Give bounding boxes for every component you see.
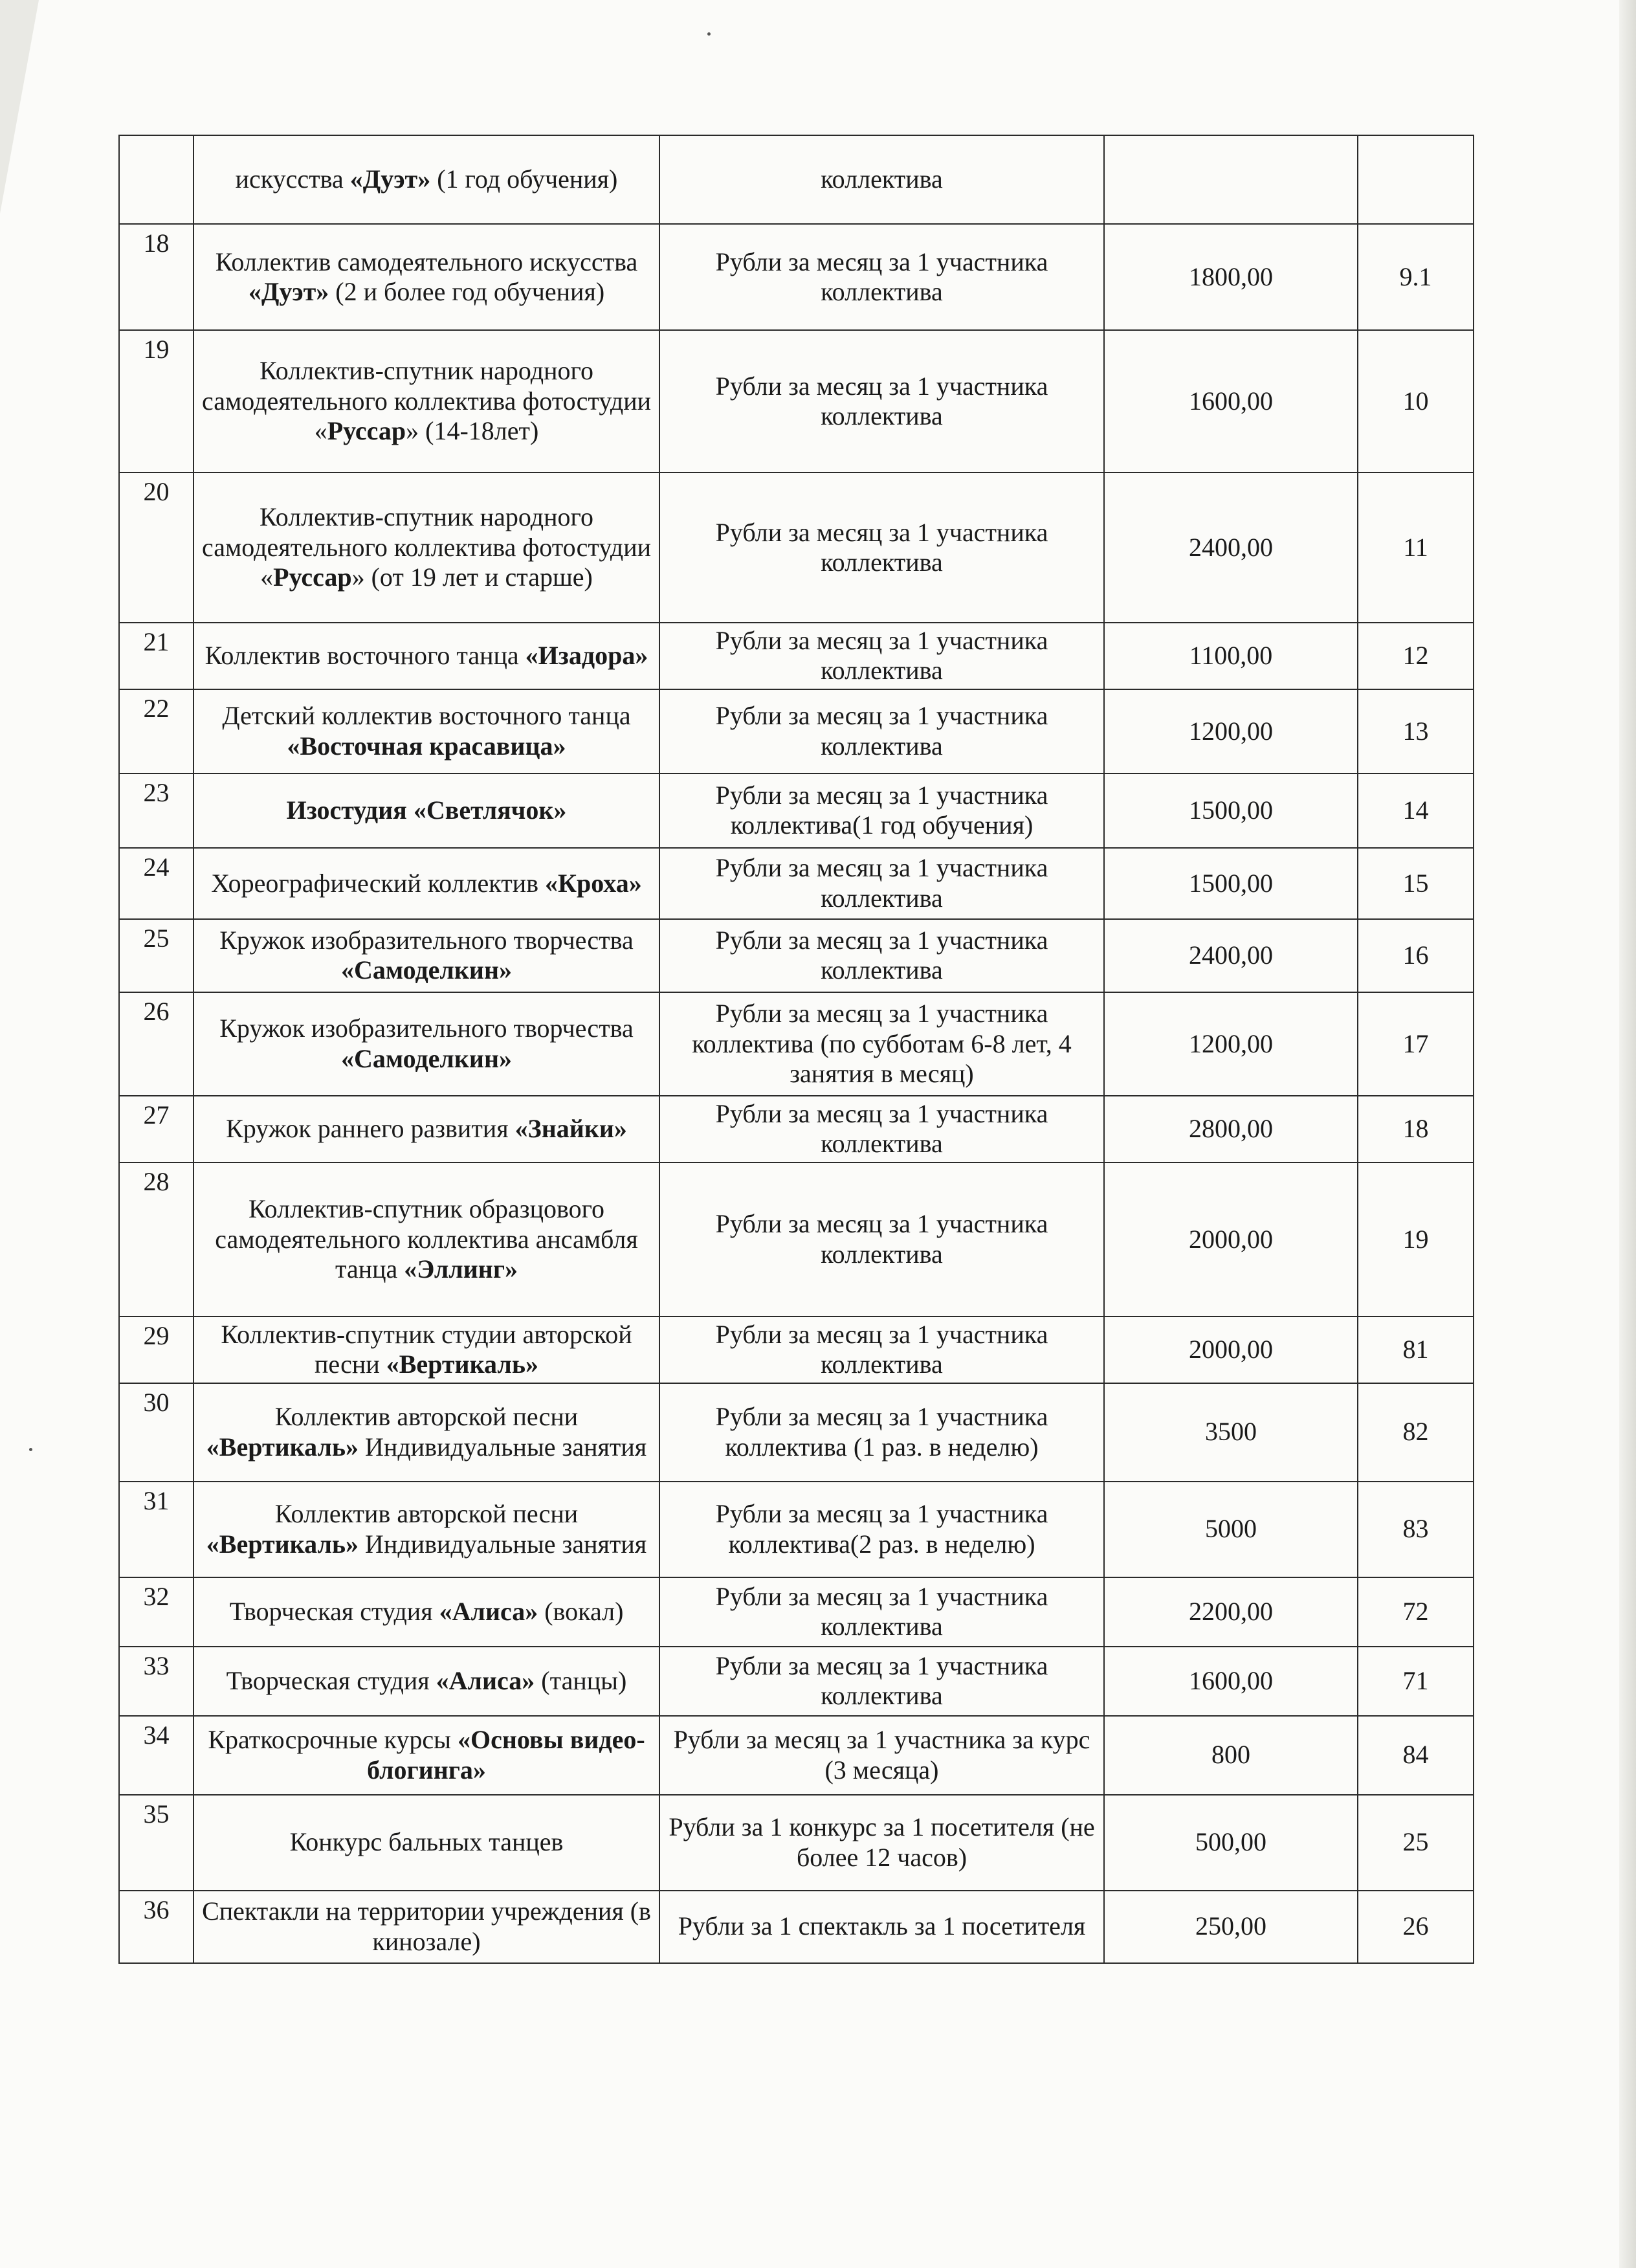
price-cell: 2000,00 xyxy=(1104,1317,1358,1383)
service-name-suffix: Индивидуальные занятия xyxy=(359,1529,647,1559)
unit-cell: Рубли за месяц за 1 участника коллектива xyxy=(659,1162,1104,1317)
unit-cell: Рубли за месяц за 1 участника коллектива xyxy=(659,1647,1104,1716)
price-cell: 1200,00 xyxy=(1104,992,1358,1096)
code-cell: 11 xyxy=(1358,472,1474,623)
row-number-cell: 23 xyxy=(119,773,193,848)
service-name-highlight: «Кроха» xyxy=(544,868,642,898)
service-name-text: Коллектив авторской песни xyxy=(274,1499,579,1529)
service-name-text: Творческая студия xyxy=(226,1665,436,1695)
table-row xyxy=(119,773,1474,848)
row-number-cell: 28 xyxy=(119,1162,193,1317)
service-name-cell xyxy=(193,848,659,919)
service-name-cell xyxy=(193,472,659,623)
service-name-highlight: «Изадора» xyxy=(525,641,648,671)
unit-cell: Рубли за месяц за 1 участника коллектива(1 год обучения) xyxy=(659,773,1104,848)
service-name-highlight: Руссар xyxy=(273,562,352,592)
code-cell: 25 xyxy=(1358,1795,1474,1891)
row-number-cell: 20 xyxy=(119,472,193,623)
row-number-cell: 29 xyxy=(119,1317,193,1383)
price-cell: 1600,00 xyxy=(1104,330,1358,472)
price-cell: 5000 xyxy=(1104,1482,1358,1577)
service-name-text: Хореографический коллектив xyxy=(211,868,545,898)
row-number-cell: 32 xyxy=(119,1577,193,1647)
page-corner-fold xyxy=(0,0,39,214)
table-row xyxy=(119,1716,1474,1795)
service-name-highlight: «Вертикаль» xyxy=(206,1432,359,1462)
price-cell: 1600,00 xyxy=(1104,1647,1358,1716)
service-name-cell xyxy=(193,1795,659,1891)
scan-speck xyxy=(29,1448,32,1451)
service-name-highlight: «Алиса» xyxy=(439,1596,538,1626)
service-name-cell xyxy=(193,1647,659,1716)
row-number-cell: 21 xyxy=(119,623,193,689)
tariff-table xyxy=(118,135,1474,1964)
price-cell: 1800,00 xyxy=(1104,224,1358,330)
row-number-cell: 24 xyxy=(119,848,193,919)
row-number-cell: 26 xyxy=(119,992,193,1096)
service-name-text: Коллектив-спутник народного самодеятельного коллектива фотостудии « xyxy=(201,502,652,592)
table-row xyxy=(119,1162,1474,1317)
table-row xyxy=(119,1317,1474,1383)
service-name-cell xyxy=(193,224,659,330)
table-row xyxy=(119,135,1474,224)
row-number-cell: 22 xyxy=(119,689,193,773)
table-row xyxy=(119,472,1474,623)
price-cell: 2000,00 xyxy=(1104,1162,1358,1317)
service-name-highlight: «Эллинг» xyxy=(404,1254,518,1284)
page-edge-shadow xyxy=(1619,0,1636,2268)
service-name-suffix: » (14-18лет) xyxy=(406,416,539,446)
service-name-suffix: (1 год обучения) xyxy=(430,164,618,194)
unit-cell: Рубли за месяц за 1 участника коллектива xyxy=(659,623,1104,689)
service-name-text: искусства xyxy=(235,164,350,194)
price-cell: 3500 xyxy=(1104,1383,1358,1482)
service-name-text: Коллектив восточного танца xyxy=(204,641,525,671)
service-name-highlight: «Алиса» xyxy=(436,1665,535,1695)
service-name-text: Кружок раннего развития xyxy=(226,1114,515,1144)
code-cell: 12 xyxy=(1358,623,1474,689)
unit-cell: Рубли за месяц за 1 участника коллектива xyxy=(659,919,1104,992)
price-cell: 1100,00 xyxy=(1104,623,1358,689)
table-row xyxy=(119,848,1474,919)
service-name-suffix: » (от 19 лет и старше) xyxy=(351,562,593,592)
code-cell: 13 xyxy=(1358,689,1474,773)
table-row xyxy=(119,330,1474,472)
row-number-cell xyxy=(119,135,193,224)
price-cell xyxy=(1104,135,1358,224)
unit-cell: Рубли за 1 спектакль за 1 посетителя xyxy=(659,1891,1104,1963)
service-name-suffix: (танцы) xyxy=(535,1665,627,1695)
service-name-highlight: Изостудия «Светлячок» xyxy=(286,795,567,825)
unit-cell: коллектива xyxy=(659,135,1104,224)
price-cell: 1500,00 xyxy=(1104,848,1358,919)
service-name-highlight: «Вертикаль» xyxy=(386,1350,538,1379)
service-name-cell xyxy=(193,1716,659,1795)
unit-cell: Рубли за месяц за 1 участника коллектива (по субботам 6-8 лет, 4 занятия в месяц) xyxy=(659,992,1104,1096)
table-row xyxy=(119,1577,1474,1647)
unit-cell: Рубли за месяц за 1 участника коллектива xyxy=(659,1577,1104,1647)
unit-cell: Рубли за месяц за 1 участника коллектива xyxy=(659,689,1104,773)
row-number-cell: 36 xyxy=(119,1891,193,1963)
code-cell: 16 xyxy=(1358,919,1474,992)
service-name-suffix: Индивидуальные занятия xyxy=(359,1432,647,1462)
price-cell: 2400,00 xyxy=(1104,919,1358,992)
service-name-text: Краткосрочные курсы xyxy=(208,1725,458,1755)
service-name-cell xyxy=(193,689,659,773)
unit-cell: Рубли за месяц за 1 участника коллектива xyxy=(659,848,1104,919)
row-number-cell: 33 xyxy=(119,1647,193,1716)
service-name-highlight: «Дуэт» xyxy=(349,164,431,194)
price-cell: 2800,00 xyxy=(1104,1096,1358,1162)
row-number-cell: 18 xyxy=(119,224,193,330)
tariff-table-body xyxy=(119,135,1474,1963)
service-name-text: Коллектив-спутник студии авторской песни xyxy=(221,1319,632,1379)
service-name-highlight: «Самоделкин» xyxy=(340,1043,513,1073)
service-name-highlight: «Восточная красавица» xyxy=(287,731,566,761)
code-cell: 83 xyxy=(1358,1482,1474,1577)
unit-cell: Рубли за месяц за 1 участника коллектива (1 раз. в неделю) xyxy=(659,1383,1104,1482)
price-cell: 1200,00 xyxy=(1104,689,1358,773)
service-name-text: Кружок изобразительного творчества xyxy=(219,1014,634,1043)
service-name-cell xyxy=(193,1317,659,1383)
code-cell: 71 xyxy=(1358,1647,1474,1716)
row-number-cell: 30 xyxy=(119,1383,193,1482)
row-number-cell: 34 xyxy=(119,1716,193,1795)
code-cell: 72 xyxy=(1358,1577,1474,1647)
table-row xyxy=(119,1891,1474,1963)
code-cell: 9.1 xyxy=(1358,224,1474,330)
price-cell: 800 xyxy=(1104,1716,1358,1795)
service-name-cell xyxy=(193,1482,659,1577)
table-row xyxy=(119,1383,1474,1482)
price-cell: 250,00 xyxy=(1104,1891,1358,1963)
unit-cell: Рубли за месяц за 1 участника коллектива xyxy=(659,224,1104,330)
code-cell xyxy=(1358,135,1474,224)
table-row xyxy=(119,1482,1474,1577)
service-name-suffix: (вокал) xyxy=(538,1596,624,1626)
service-name-suffix: (2 и более год обучения) xyxy=(329,277,605,306)
code-cell: 82 xyxy=(1358,1383,1474,1482)
table-row xyxy=(119,1647,1474,1716)
service-name-text: Коллектив авторской песни xyxy=(274,1402,579,1432)
price-cell: 500,00 xyxy=(1104,1795,1358,1891)
table-row xyxy=(119,992,1474,1096)
service-name-cell xyxy=(193,992,659,1096)
service-name-highlight: Руссар xyxy=(327,416,406,446)
table-row xyxy=(119,919,1474,992)
service-name-cell xyxy=(193,1891,659,1963)
service-name-text: Кружок изобразительного творчества xyxy=(219,925,634,955)
code-cell: 81 xyxy=(1358,1317,1474,1383)
service-name-text: Конкурс бальных танцев xyxy=(289,1827,564,1857)
service-name-cell xyxy=(193,919,659,992)
service-name-text: Детский коллектив восточного танца xyxy=(222,701,631,731)
table-row xyxy=(119,224,1474,330)
code-cell: 18 xyxy=(1358,1096,1474,1162)
code-cell: 19 xyxy=(1358,1162,1474,1317)
service-name-highlight: «Самоделкин» xyxy=(340,955,513,985)
service-name-cell xyxy=(193,1096,659,1162)
row-number-cell: 35 xyxy=(119,1795,193,1891)
service-name-cell xyxy=(193,623,659,689)
code-cell: 10 xyxy=(1358,330,1474,472)
table-row xyxy=(119,689,1474,773)
row-number-cell: 25 xyxy=(119,919,193,992)
unit-cell: Рубли за месяц за 1 участника коллектива xyxy=(659,1317,1104,1383)
service-name-text: Коллектив-спутник образцового самодеятельного коллектива ансамбля танца xyxy=(215,1194,638,1284)
service-name-highlight: «Вертикаль» xyxy=(206,1529,359,1559)
unit-cell: Рубли за месяц за 1 участника коллектива(2 раз. в неделю) xyxy=(659,1482,1104,1577)
service-name-highlight: «Дуэт» xyxy=(248,277,329,306)
price-cell: 2200,00 xyxy=(1104,1577,1358,1647)
price-cell: 1500,00 xyxy=(1104,773,1358,848)
code-cell: 84 xyxy=(1358,1716,1474,1795)
unit-cell: Рубли за месяц за 1 участника коллектива xyxy=(659,330,1104,472)
table-row xyxy=(119,623,1474,689)
code-cell: 14 xyxy=(1358,773,1474,848)
unit-cell: Рубли за месяц за 1 участника за курс (3 месяца) xyxy=(659,1716,1104,1795)
service-name-highlight: «Основы видео-блогинга» xyxy=(367,1725,645,1784)
table-row xyxy=(119,1096,1474,1162)
row-number-cell: 31 xyxy=(119,1482,193,1577)
code-cell: 17 xyxy=(1358,992,1474,1096)
service-name-cell xyxy=(193,1383,659,1482)
service-name-text: Спектакли на территории учреждения (в кинозале) xyxy=(202,1896,651,1956)
scan-speck xyxy=(707,32,711,36)
unit-cell: Рубли за месяц за 1 участника коллектива xyxy=(659,1096,1104,1162)
service-name-highlight: «Знайки» xyxy=(514,1114,627,1144)
service-name-cell xyxy=(193,1577,659,1647)
row-number-cell: 19 xyxy=(119,330,193,472)
service-name-cell xyxy=(193,773,659,848)
service-name-cell xyxy=(193,1162,659,1317)
unit-cell: Рубли за месяц за 1 участника коллектива xyxy=(659,472,1104,623)
service-name-cell xyxy=(193,135,659,224)
service-name-cell xyxy=(193,330,659,472)
code-cell: 15 xyxy=(1358,848,1474,919)
table-row xyxy=(119,1795,1474,1891)
row-number-cell: 27 xyxy=(119,1096,193,1162)
unit-cell: Рубли за 1 конкурс за 1 посетителя (не более 12 часов) xyxy=(659,1795,1104,1891)
price-cell: 2400,00 xyxy=(1104,472,1358,623)
service-name-text: Творческая студия xyxy=(229,1596,439,1626)
service-name-text: Коллектив-спутник народного самодеятельного коллектива фотостудии « xyxy=(201,356,652,446)
service-name-text: Коллектив самодеятельного искусства xyxy=(215,247,638,276)
code-cell: 26 xyxy=(1358,1891,1474,1963)
